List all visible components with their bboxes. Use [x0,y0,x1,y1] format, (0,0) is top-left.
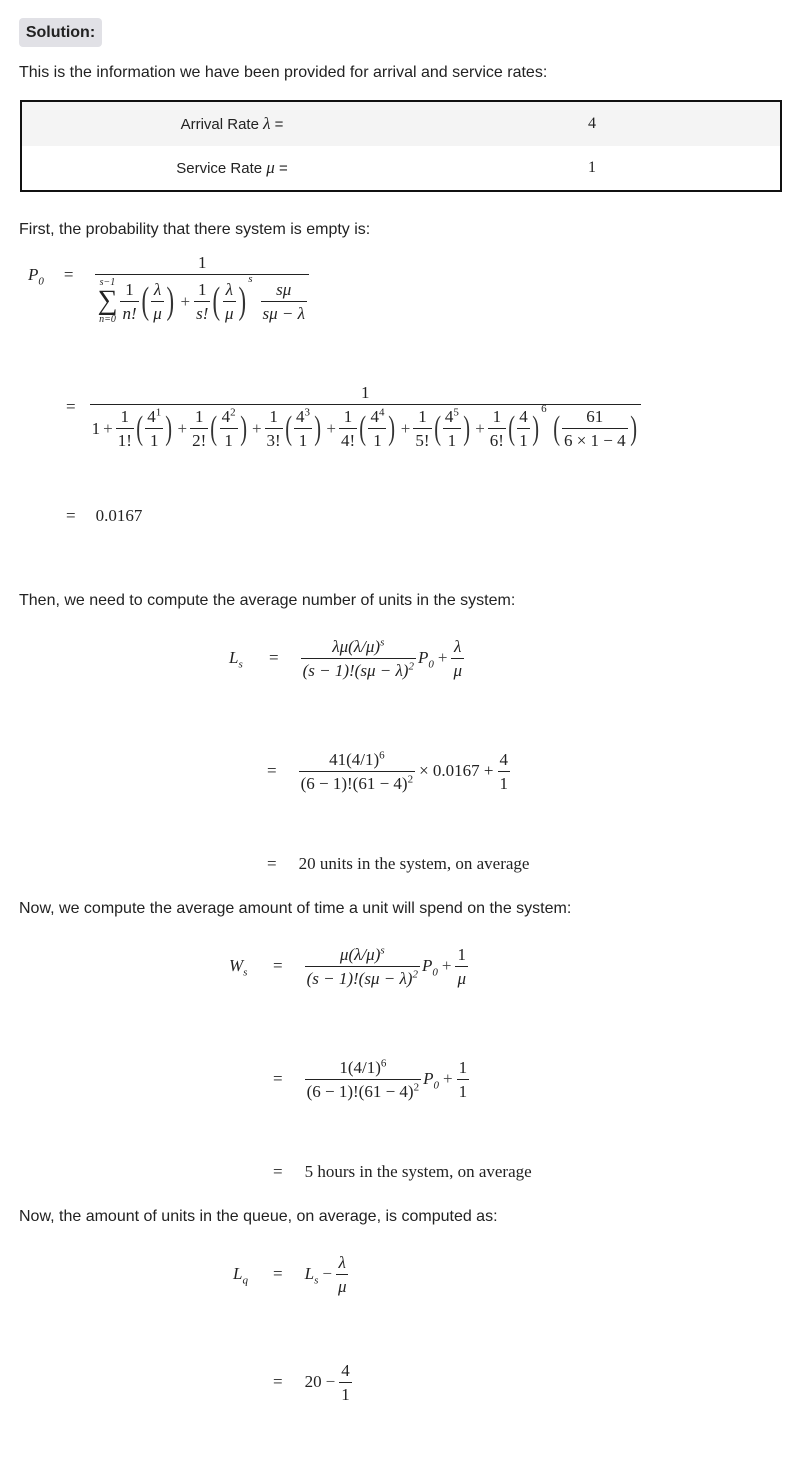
solution-badge: Solution: [19,18,102,47]
ratio-fraction: $\frac{4}{1}$ [519,407,528,450]
left-paren: ( [508,409,516,447]
service-rate-value: 1 [588,159,596,176]
p0-substituted [19,383,787,473]
p0-formula [19,253,787,353]
p0-intro-text: First, the probability that there system is empty is: [19,221,371,238]
equals-sign: = [267,854,277,873]
right-paren: ) [314,409,322,447]
plus-sign: + [177,419,188,438]
power-fraction: $\frac{4^3}{1}$ [296,406,311,450]
factorial-fraction: $\frac{1}{4!}$ [340,407,356,450]
ls-intro-text: Then, we need to compute the average number of units in the system: [19,592,516,609]
equals-sign: = [269,648,279,667]
equals-sign: = [267,761,277,780]
p0-result [19,505,787,527]
arrival-rate-value: 4 [588,115,596,132]
left-paren: ( [210,409,218,447]
power-fraction: $\frac{4^1}{1}$ [147,406,162,450]
power-fraction: $\frac{4^2}{1}$ [221,406,236,450]
p0-result-value: 0.0167 [95,506,143,525]
left-paren: ( [284,409,292,447]
rates-table [20,100,782,192]
equals-sign: = [273,1372,283,1391]
plus-sign: + [103,419,113,438]
plus-sign: + [400,419,411,438]
plus-sign: + [475,419,485,438]
equals-sign: = [273,1069,283,1088]
sum-symbol: s−1 ∑ n=0 [97,277,118,325]
left-paren: ( [359,409,367,447]
ws-result [19,1161,787,1183]
plus-sign: + [251,419,262,438]
equals-sign: = [66,397,76,416]
ws-result-value: 5 hours in the system, on average [304,1162,532,1181]
factorial-fraction: $\frac{1}{5!}$ [415,407,430,450]
right-paren: ) [239,409,247,447]
ws-lhs: $W_s$ [229,956,248,979]
ls-result [19,853,787,875]
left-paren: ( [136,409,143,447]
equals-sign: = [66,506,76,525]
ws-intro-text: Now, we compute the average amount of time a unit will spend on the system: [19,900,572,917]
ws-formula: $W_s$ = $\frac{\mu(\lambda/\mu)^s}{(s - 1)!(s\mu - \lambda)^2}$ $P_0$ + $\frac{1}{\mu}$ [229,943,467,988]
ls-result-value: 20 units in the system, on average [298,854,530,873]
factorial-fraction: $\frac{1}{3!}$ [266,407,281,450]
p0-general-fraction: 1 s−1 ∑ n=0 $\frac{1}{n!}$ ( $\frac{\lambda}{\mu}$ ) + $\frac{1}{s!}$ ( $\frac{\lambda}{\mu}$ ) s $\frac{s\mu}{s\mu - \lambda}$ [95,253,309,325]
equals-sign: = [63,265,74,284]
ls-substituted: = $\frac{41(4/1)^6}{(6 - 1)!(61 - 4)^2}$ × 0.0167 + $\frac{4}{1}$ [267,748,509,793]
equals-sign: = [273,956,283,975]
factorial-fraction: $\frac{1}{6!}$ [489,407,504,450]
p0-lhs: $P_0$ [28,265,44,288]
p0-substituted-fraction: 1 1 + $\frac{1}{1!}$ ( $\frac{4^1}{1}$ ) + $\frac{1}{2!}$ ( $\frac{4^2}{1}$ ) + $\frac{1}{3!}$ ( $\frac{4^3}{1}$ ) + $\frac{1}{4!}$ ( $\frac{4^4}{1}$ ) + $\frac{1}{5!}$ ( $\frac{4^5}{1}$ ) + $\frac{1}{6!}$ ( $\frac{4}{1}$ ) 6 ( $\frac{61}{6 \times 1 - 4}$ ) [90,383,641,450]
left-paren: ( [433,409,441,447]
tail-fraction: $\frac{61}{6 \times 1 - 4}$ [563,407,626,450]
ls-lhs: $L_s$ [229,648,243,671]
equals-sign: = [273,1264,283,1283]
right-paren: ) [165,409,173,447]
service-rate-label: Service Rate μ = [176,158,288,177]
factorial-fraction: $\frac{1}{1!}$ [117,407,132,450]
equals-sign: = [273,1162,283,1181]
intro-text: This is the information we have been provided for arrival and service rates: [19,64,548,81]
right-paren: ) [532,409,539,447]
right-paren: ) [388,409,396,447]
right-paren: ) [629,409,637,447]
table-row [22,146,780,190]
lq-intro-text: Now, the amount of units in the queue, on average, is computed as: [19,1208,498,1225]
power-fraction: $\frac{4^5}{1}$ [444,406,459,450]
ls-formula: $L_s$ = $\frac{\lambda\mu(\lambda/\mu)^s}{(s - 1)!(s\mu - \lambda)^2}$ $P_0$ + $\frac{\lambda}{\mu}$ [229,635,463,680]
table-row [22,102,780,146]
factorial-fraction: $\frac{1}{2!}$ [192,407,207,450]
plus-sign: + [326,419,336,438]
lq-lhs: $L_q$ [233,1264,248,1287]
ws-substituted: = $\frac{1(4/1)^6}{(6 - 1)!(61 - 4)^2}$ $P_0$ + $\frac{1}{1}$ [273,1056,468,1101]
lq-substituted: = 20 − $\frac{4}{1}$ [273,1360,350,1404]
arrival-rate-label: Arrival Rate λ = [180,114,284,133]
right-paren: ) [463,409,470,447]
lq-formula: $L_q$ = $L_s$ − $\frac{\lambda}{\mu}$ [233,1252,347,1296]
left-paren: ( [552,409,560,447]
power-fraction: $\frac{4^4}{1}$ [370,406,385,450]
